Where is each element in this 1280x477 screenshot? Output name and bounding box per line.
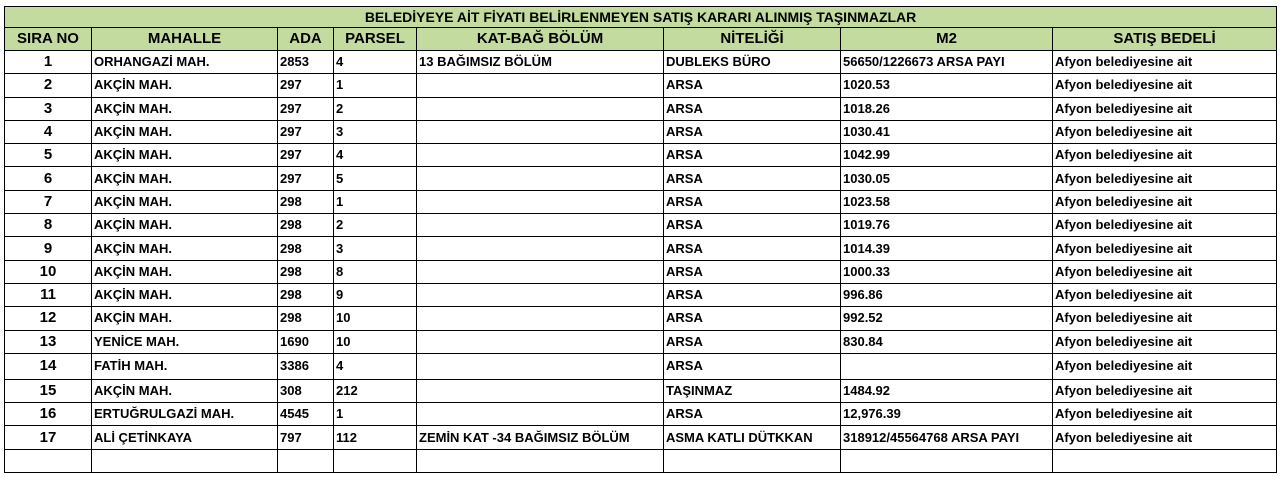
cell-mahalle[interactable]: FATİH MAH. [92,353,278,379]
cell-kat-bag-bolum[interactable] [417,330,664,353]
table-row [5,260,1277,283]
cell-satis-bedeli[interactable]: Afyon belediyesine ait [1053,97,1277,120]
cell-kat-bag-bolum[interactable]: 13 BAĞIMSIZ BÖLÜM [417,51,664,74]
header-m2[interactable]: M2 [841,28,1053,51]
cell-kat-bag-bolum[interactable] [417,353,664,379]
cell-ada[interactable]: 298 [278,237,334,260]
cell-niteligi[interactable]: ARSA [664,260,841,283]
cell-parsel[interactable]: 1 [334,74,417,97]
cell-mahalle[interactable]: AKÇİN MAH. [92,260,278,283]
table-row [5,403,1277,426]
cell-sira-no[interactable]: 3 [5,97,92,120]
header-parsel[interactable]: PARSEL [334,28,417,51]
cell-satis-bedeli[interactable]: Afyon belediyesine ait [1053,403,1277,426]
cell-niteligi[interactable]: ARSA [664,144,841,167]
cell-kat-bag-bolum[interactable] [417,283,664,306]
table-row [5,51,1277,74]
cell-sira-no[interactable]: 2 [5,74,92,97]
cell-parsel[interactable]: 5 [334,167,417,190]
table-row [5,330,1277,353]
cell-sira-no[interactable]: 9 [5,237,92,260]
cell-kat-bag-bolum[interactable] [417,379,664,402]
cell-m2[interactable]: 1019.76 [841,214,1053,237]
cell-ada[interactable]: 298 [278,260,334,283]
cell-ada[interactable]: 297 [278,97,334,120]
table-row [5,379,1277,402]
cell-kat-bag-bolum[interactable] [417,260,664,283]
cell-ada[interactable]: 2853 [278,51,334,74]
cell-satis-bedeli[interactable]: Afyon belediyesine ait [1053,353,1277,379]
cell-niteligi[interactable]: ARSA [664,97,841,120]
cell-niteligi[interactable]: ARSA [664,214,841,237]
cell-m2[interactable]: 1014.39 [841,237,1053,260]
cell-niteligi[interactable]: DUBLEKS BÜRO [664,51,841,74]
table-row [5,190,1277,213]
table-row [5,74,1277,97]
cell-mahalle[interactable]: ALİ ÇETİNKAYA [92,426,278,449]
cell-niteligi[interactable]: ARSA [664,283,841,306]
cell-m2[interactable]: 996.86 [841,283,1053,306]
header-row [5,28,1277,51]
cell-sira-no[interactable]: 6 [5,167,92,190]
cell-sira-no[interactable]: 7 [5,190,92,213]
header-niteligi[interactable]: NİTELİĞİ [664,28,841,51]
cell-parsel[interactable]: 3 [334,237,417,260]
cell-satis-bedeli[interactable]: Afyon belediyesine ait [1053,330,1277,353]
cell-kat-bag-bolum[interactable] [417,167,664,190]
cell-niteligi[interactable]: ARSA [664,353,841,379]
cell-sira-no[interactable]: 12 [5,307,92,330]
cell-mahalle[interactable]: AKÇİN MAH. [92,379,278,402]
cell-sira-no[interactable]: 11 [5,283,92,306]
cell-niteligi[interactable]: ARSA [664,190,841,213]
cell-mahalle[interactable]: AKÇİN MAH. [92,237,278,260]
cell-ada[interactable]: 308 [278,379,334,402]
cell-mahalle[interactable]: AKÇİN MAH. [92,214,278,237]
cell-niteligi[interactable]: ARSA [664,74,841,97]
table-row [5,214,1277,237]
cell-niteligi[interactable]: ARSA [664,330,841,353]
cell-kat-bag-bolum[interactable] [417,403,664,426]
cell-m2[interactable]: 1484.92 [841,379,1053,402]
cell-sira-no[interactable]: 10 [5,260,92,283]
cell-parsel[interactable]: 9 [334,283,417,306]
cell-satis-bedeli[interactable]: Afyon belediyesine ait [1053,120,1277,143]
cell-mahalle[interactable]: AKÇİN MAH. [92,120,278,143]
cell-mahalle[interactable]: ERTUĞRULGAZİ MAH. [92,403,278,426]
cell-ada[interactable]: 797 [278,426,334,449]
cell-ada[interactable]: 297 [278,167,334,190]
cell-m2[interactable]: 1042.99 [841,144,1053,167]
cell-mahalle[interactable]: AKÇİN MAH. [92,307,278,330]
cell-satis-bedeli[interactable]: Afyon belediyesine ait [1053,144,1277,167]
cell-satis-bedeli[interactable]: Afyon belediyesine ait [1053,214,1277,237]
cell-m2[interactable]: 1030.05 [841,167,1053,190]
cell-kat-bag-bolum[interactable] [417,214,664,237]
table-row [5,120,1277,143]
cell-niteligi[interactable]: ARSA [664,120,841,143]
table-row [5,283,1277,306]
table-title[interactable]: BELEDİYEYE AİT FİYATI BELİRLENMEYEN SATIŞ KARARI ALINMIŞ TAŞINMAZLAR [5,7,1277,28]
cell-ada[interactable]: 1690 [278,330,334,353]
cell-satis-bedeli[interactable]: Afyon belediyesine ait [1053,51,1277,74]
empty-row [5,449,1277,472]
cell-m2[interactable]: 56650/1226673 ARSA PAYI [841,51,1053,74]
cell-sira-no[interactable]: 15 [5,379,92,402]
table-row [5,144,1277,167]
cell-ada[interactable]: 4545 [278,403,334,426]
cell-sira-no[interactable]: 5 [5,144,92,167]
cell-mahalle[interactable]: AKÇİN MAH. [92,97,278,120]
cell-parsel[interactable]: 1 [334,403,417,426]
cell-sira-no[interactable]: 16 [5,403,92,426]
header-mahalle[interactable]: MAHALLE [92,28,278,51]
cell-ada[interactable]: 298 [278,190,334,213]
cell-parsel[interactable]: 8 [334,260,417,283]
cell-niteligi[interactable]: ARSA [664,307,841,330]
header-ada[interactable]: ADA [278,28,334,51]
cell-parsel[interactable]: 2 [334,214,417,237]
cell-niteligi[interactable]: TAŞINMAZ [664,379,841,402]
header-sira-no[interactable]: SIRA NO [5,28,92,51]
cell-kat-bag-bolum[interactable] [417,307,664,330]
cell-mahalle[interactable]: AKÇİN MAH. [92,190,278,213]
cell-m2[interactable]: 1000.33 [841,260,1053,283]
cell-parsel[interactable]: 3 [334,120,417,143]
cell-sira-no[interactable]: 8 [5,214,92,237]
cell-parsel[interactable]: 4 [334,51,417,74]
property-table [4,6,1277,473]
spreadsheet [4,6,1276,473]
cell-m2[interactable]: 1018.26 [841,97,1053,120]
cell-kat-bag-bolum[interactable] [417,97,664,120]
cell-mahalle[interactable]: AKÇİN MAH. [92,167,278,190]
empty-cell[interactable] [5,449,92,472]
cell-sira-no[interactable]: 4 [5,120,92,143]
cell-satis-bedeli[interactable]: Afyon belediyesine ait [1053,307,1277,330]
table-row [5,353,1277,379]
cell-satis-bedeli[interactable]: Afyon belediyesine ait [1053,283,1277,306]
cell-kat-bag-bolum[interactable] [417,144,664,167]
cell-ada[interactable]: 298 [278,214,334,237]
cell-satis-bedeli[interactable]: Afyon belediyesine ait [1053,74,1277,97]
empty-cell[interactable] [664,449,841,472]
cell-ada[interactable]: 297 [278,74,334,97]
cell-parsel[interactable]: 10 [334,307,417,330]
cell-parsel[interactable]: 2 [334,97,417,120]
cell-mahalle[interactable]: AKÇİN MAH. [92,74,278,97]
table-row [5,167,1277,190]
cell-parsel[interactable]: 4 [334,353,417,379]
cell-kat-bag-bolum[interactable] [417,74,664,97]
cell-m2[interactable]: 1030.41 [841,120,1053,143]
cell-sira-no[interactable]: 17 [5,426,92,449]
cell-satis-bedeli[interactable]: Afyon belediyesine ait [1053,426,1277,449]
cell-ada[interactable]: 297 [278,144,334,167]
cell-kat-bag-bolum[interactable] [417,120,664,143]
cell-satis-bedeli[interactable]: Afyon belediyesine ait [1053,190,1277,213]
empty-cell[interactable] [278,449,334,472]
cell-satis-bedeli[interactable]: Afyon belediyesine ait [1053,379,1277,402]
title-row [5,7,1277,28]
table-body [5,51,1277,473]
cell-ada[interactable]: 297 [278,120,334,143]
cell-parsel[interactable]: 112 [334,426,417,449]
cell-ada[interactable]: 298 [278,283,334,306]
cell-m2[interactable]: 12,976.39 [841,403,1053,426]
cell-m2[interactable]: 1023.58 [841,190,1053,213]
table-row [5,97,1277,120]
cell-m2[interactable]: 992.52 [841,307,1053,330]
cell-sira-no[interactable]: 1 [5,51,92,74]
table-row [5,237,1277,260]
cell-ada[interactable]: 3386 [278,353,334,379]
empty-cell[interactable] [417,449,664,472]
cell-sira-no[interactable]: 13 [5,330,92,353]
cell-m2[interactable]: 830.84 [841,330,1053,353]
cell-kat-bag-bolum[interactable]: ZEMİN KAT -34 BAĞIMSIZ BÖLÜM [417,426,664,449]
cell-niteligi[interactable]: ARSA [664,167,841,190]
cell-mahalle[interactable]: YENİCE MAH. [92,330,278,353]
header-satis-bedeli[interactable]: SATIŞ BEDELİ [1053,28,1277,51]
cell-m2[interactable]: 318912/45564768 ARSA PAYI [841,426,1053,449]
cell-parsel[interactable]: 10 [334,330,417,353]
empty-cell[interactable] [92,449,278,472]
cell-m2[interactable]: 1020.53 [841,74,1053,97]
cell-parsel[interactable]: 212 [334,379,417,402]
cell-mahalle[interactable]: AKÇİN MAH. [92,144,278,167]
empty-cell[interactable] [334,449,417,472]
empty-cell[interactable] [1053,449,1277,472]
header-kat-bag-bolum[interactable]: KAT-BAĞ BÖLÜM [417,28,664,51]
cell-mahalle[interactable]: AKÇİN MAH. [92,283,278,306]
table-row [5,307,1277,330]
cell-sira-no[interactable]: 14 [5,353,92,379]
cell-satis-bedeli[interactable]: Afyon belediyesine ait [1053,237,1277,260]
cell-m2[interactable] [841,353,1053,379]
cell-satis-bedeli[interactable]: Afyon belediyesine ait [1053,260,1277,283]
cell-niteligi[interactable]: ASMA KATLI DÜTKKAN [664,426,841,449]
cell-ada[interactable]: 298 [278,307,334,330]
cell-kat-bag-bolum[interactable] [417,190,664,213]
empty-cell[interactable] [841,449,1053,472]
cell-mahalle[interactable]: ORHANGAZİ MAH. [92,51,278,74]
cell-parsel[interactable]: 4 [334,144,417,167]
cell-niteligi[interactable]: ARSA [664,403,841,426]
cell-kat-bag-bolum[interactable] [417,237,664,260]
cell-satis-bedeli[interactable]: Afyon belediyesine ait [1053,167,1277,190]
cell-niteligi[interactable]: ARSA [664,237,841,260]
table-row [5,426,1277,449]
cell-parsel[interactable]: 1 [334,190,417,213]
